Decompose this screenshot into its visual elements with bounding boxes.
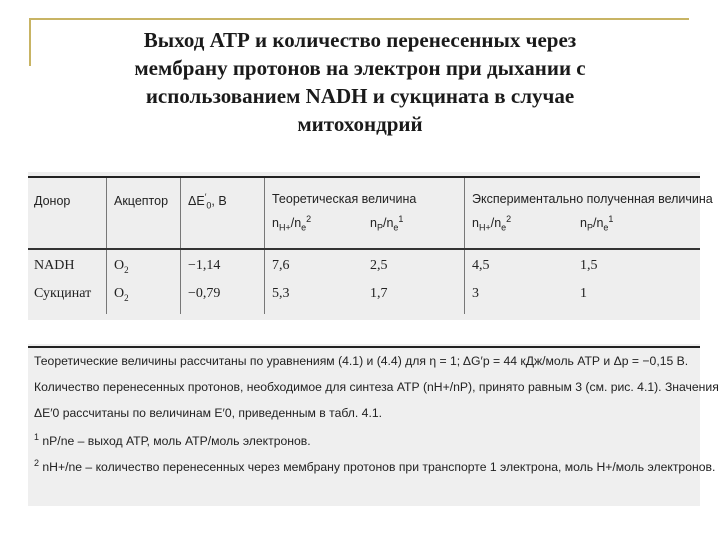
ratio-slash: /n xyxy=(382,216,394,231)
subheader-theor-nh xyxy=(272,214,311,233)
acceptor-symbol: O xyxy=(114,286,125,301)
sub-e: e xyxy=(501,222,507,233)
sub-h: H+ xyxy=(278,222,291,233)
row-succinate-donor: Сукцинат xyxy=(34,286,92,301)
note-line-5 xyxy=(34,458,715,474)
title-line-4: митохондрий xyxy=(297,112,423,136)
n-symbol: n xyxy=(272,216,279,231)
col-divider xyxy=(180,178,181,314)
delta-e-symbol: ΔE xyxy=(188,194,205,209)
header-experimental: Экспериментально полученная величина xyxy=(472,192,713,206)
footnote-mark: 1 xyxy=(398,214,404,224)
row-succinate-theor-h: 5,3 xyxy=(272,286,290,301)
table-footnotes xyxy=(28,344,719,506)
row-nadh-theor-h: 7,6 xyxy=(272,258,290,273)
row-succinate-theor-p: 1,7 xyxy=(370,286,388,301)
footnote-mark: 1 xyxy=(608,214,614,224)
row-nadh-delta-e: −1,14 xyxy=(188,258,221,273)
note-line-3: ΔE′0 рассчитаны по величинам E′0, приведенным в табл. 4.1. xyxy=(34,406,383,420)
row-succinate-exp-p: 1 xyxy=(580,286,587,301)
subheader-exp-nh xyxy=(472,214,511,233)
sub-p: P xyxy=(586,222,593,233)
acceptor-subscript: 2 xyxy=(124,292,129,303)
notes-top-rule xyxy=(28,346,700,348)
title-line-3: использованием NADH и сукцината в случае xyxy=(145,84,575,108)
row-nadh-acceptor xyxy=(114,258,129,275)
col-divider xyxy=(106,178,107,314)
n-symbol: n xyxy=(472,216,479,231)
scanned-table-image xyxy=(28,172,719,512)
footnote-text: nH+/nе – количество перенесенных через мембрану протонов при транспорте 1 электрона, моль H+/моль электронов. xyxy=(39,460,716,475)
slide-border-left xyxy=(29,18,31,66)
note-line-2: Количество перенесенных протонов, необходимое для синтеза АТР (nH+/nP), принято равным 3 (см. рис. 4.1). Значения xyxy=(34,380,719,394)
header-donor: Донор xyxy=(34,194,71,208)
sub-e: e xyxy=(393,222,399,233)
n-symbol: n xyxy=(580,216,587,231)
title-line-2: мембрану протонов на электрон при дыхании с xyxy=(134,56,586,80)
sub-e: e xyxy=(301,222,307,233)
header-rule xyxy=(28,248,700,250)
n-symbol: n xyxy=(370,216,377,231)
footnote-number: 2 xyxy=(34,458,40,468)
ratio-slash: /n xyxy=(290,216,302,231)
sub-h: H+ xyxy=(478,222,491,233)
row-succinate-acceptor xyxy=(114,286,129,303)
header-delta-e: $\Delta E'_0$, В xyxy=(188,192,227,211)
note-line-4 xyxy=(34,432,311,448)
row-nadh-theor-p: 2,5 xyxy=(370,258,388,273)
slide-title xyxy=(60,26,660,138)
row-succinate-exp-h: 3 xyxy=(472,286,479,301)
subheader-exp-np xyxy=(580,214,613,233)
row-succinate-delta-e: −0,79 xyxy=(188,286,221,301)
sub-p: P xyxy=(376,222,383,233)
row-nadh-donor: NADH xyxy=(34,258,75,273)
acceptor-subscript: 2 xyxy=(124,264,129,275)
acceptor-symbol: O xyxy=(114,258,125,273)
data-table xyxy=(28,172,713,320)
col-divider xyxy=(464,178,465,314)
header-theoretical: Теоретическая величина xyxy=(272,192,417,206)
row-nadh-exp-p: 1,5 xyxy=(580,258,598,273)
header-acceptor: Акцептор xyxy=(114,194,169,208)
ratio-slash: /n xyxy=(592,216,604,231)
footnote-text: nP/ne – выход АТР, моль АТР/моль электронов. xyxy=(39,434,311,449)
title-line-1: Выход АТР и количество перенесенных через xyxy=(143,28,577,52)
slide-border-top xyxy=(29,18,689,20)
ratio-slash: /n xyxy=(490,216,502,231)
subheader-theor-np xyxy=(370,214,403,233)
footnote-number: 1 xyxy=(34,432,40,442)
delta-e-unit: , В xyxy=(211,194,227,209)
footnote-mark: 2 xyxy=(306,214,312,224)
col-divider xyxy=(264,178,265,314)
row-nadh-exp-h: 4,5 xyxy=(472,258,490,273)
sub-e: e xyxy=(603,222,609,233)
table-top-rule xyxy=(28,176,700,178)
note-line-1: Теоретические величины рассчитаны по уравнениям (4.1) и (4.4) для η = 1; ΔG′p = 44 кДж/моль АТР и Δp = −0,15 В. xyxy=(34,354,689,368)
footnote-mark: 2 xyxy=(506,214,512,224)
